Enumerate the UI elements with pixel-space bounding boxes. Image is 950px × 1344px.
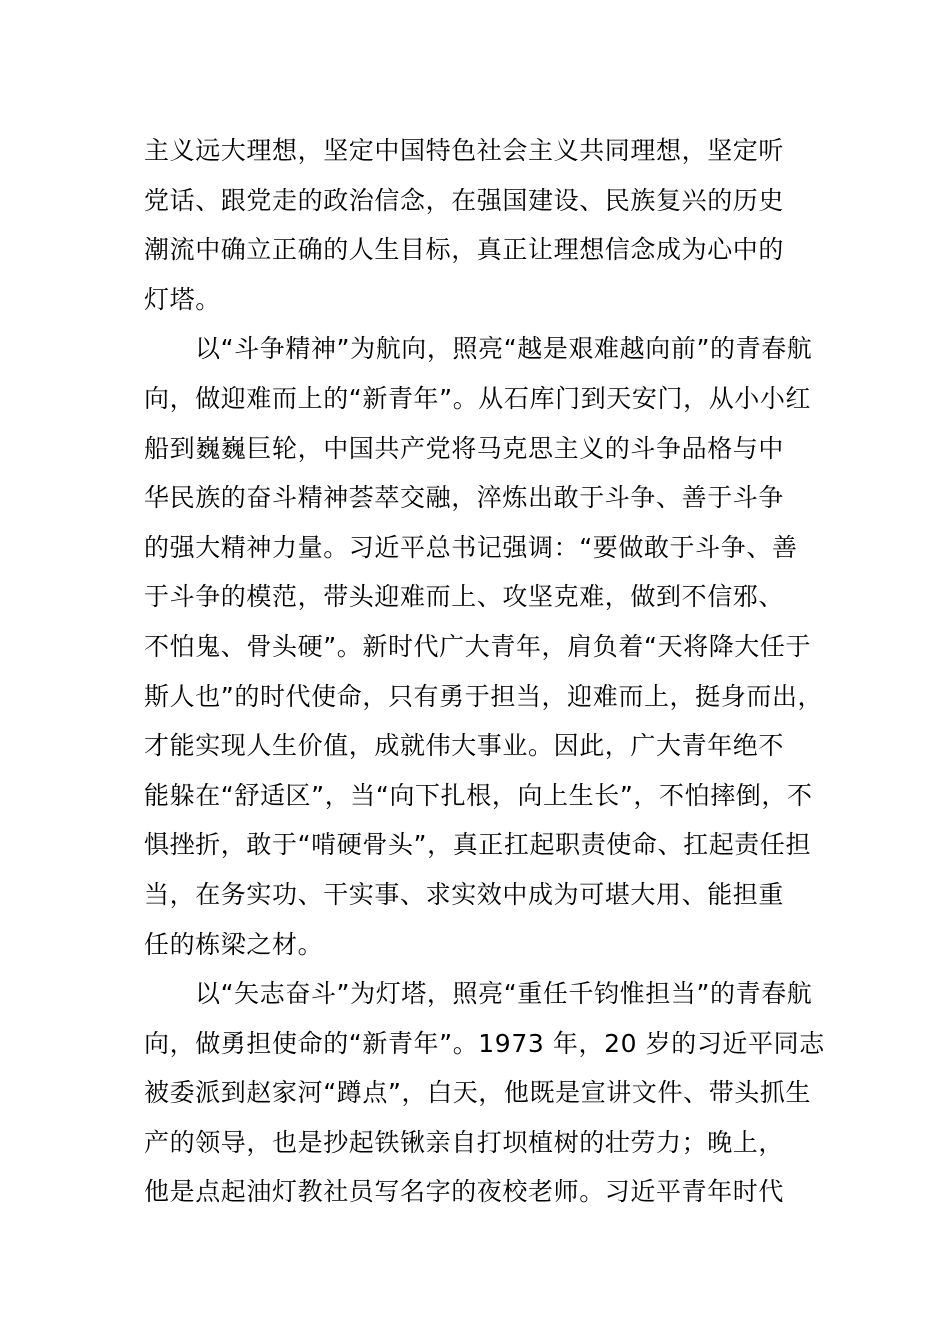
text-line: 不怕鬼、骨头硬”。新时代广大青年，肩负着“天将降大任于 <box>144 631 812 661</box>
text-line: 惧挫折，敢于“啃硬骨头”，真正扛起职责使命、扛起责任担 <box>144 830 812 860</box>
text-line: 被委派到赵家河“蹲点”，白天，他既是宣讲文件、带头抓生 <box>144 1078 812 1108</box>
text-line: 斯人也”的时代使命，只有勇于担当，迎难而上，挺身而出， <box>144 681 824 711</box>
text-line: 主义远大理想，坚定中国特色社会主义共同理想，坚定听 <box>144 136 785 165</box>
text-line: 产的领导，也是抄起铁锹亲自打坝植树的壮劳力；晚上， <box>144 1127 785 1157</box>
paragraph-start-line: 以“斗争精神”为航向，照亮“越是艰难越向前”的青春航 <box>195 334 813 364</box>
text-line: 当，在务实功、干实事、求实效中成为可堪大用、能担重 <box>144 879 785 909</box>
body-text <box>144 126 844 1217</box>
text-line: 他是点起油灯教社员写名字的夜校老师。习近平青年时代 <box>144 1177 785 1207</box>
text-line: 向，做迎难而上的“新青年”。从石库门到天安门，从小小红 <box>144 383 812 413</box>
text-line: 灯塔。 <box>144 284 221 314</box>
paragraph-start-line: 以“矢志奋斗”为灯塔，照亮“重任千钧惟担当”的青春航 <box>195 979 813 1009</box>
text-line: 党话、跟党走的政治信念，在强国建设、民族复兴的历史 <box>144 185 785 215</box>
text-line: 才能实现人生价值，成就伟大事业。因此，广大青年绝不 <box>144 731 785 761</box>
text-line: 的强大精神力量。习近平总书记强调：“要做敢于斗争、善 <box>144 532 798 562</box>
text-line: 于斗争的模范，带头迎难而上、攻坚克难，做到不信邪、 <box>144 582 785 612</box>
text-line: 潮流中确立正确的人生目标，真正让理想信念成为心中的 <box>144 235 785 265</box>
text-line: 任的栋梁之材。 <box>144 929 324 959</box>
text-line: 华民族的奋斗精神荟萃交融，淬炼出敢于斗争、善于斗争 <box>144 483 785 513</box>
text-line: 向，做勇担使命的“新青年”。1973 年，20 岁的习近平同志 <box>144 1028 825 1058</box>
text-line: 能躲在“舒适区”，当“向下扎根，向上生长”，不怕摔倒，不 <box>144 780 813 810</box>
text-line: 船到巍巍巨轮，中国共产党将马克思主义的斗争品格与中 <box>144 433 785 463</box>
